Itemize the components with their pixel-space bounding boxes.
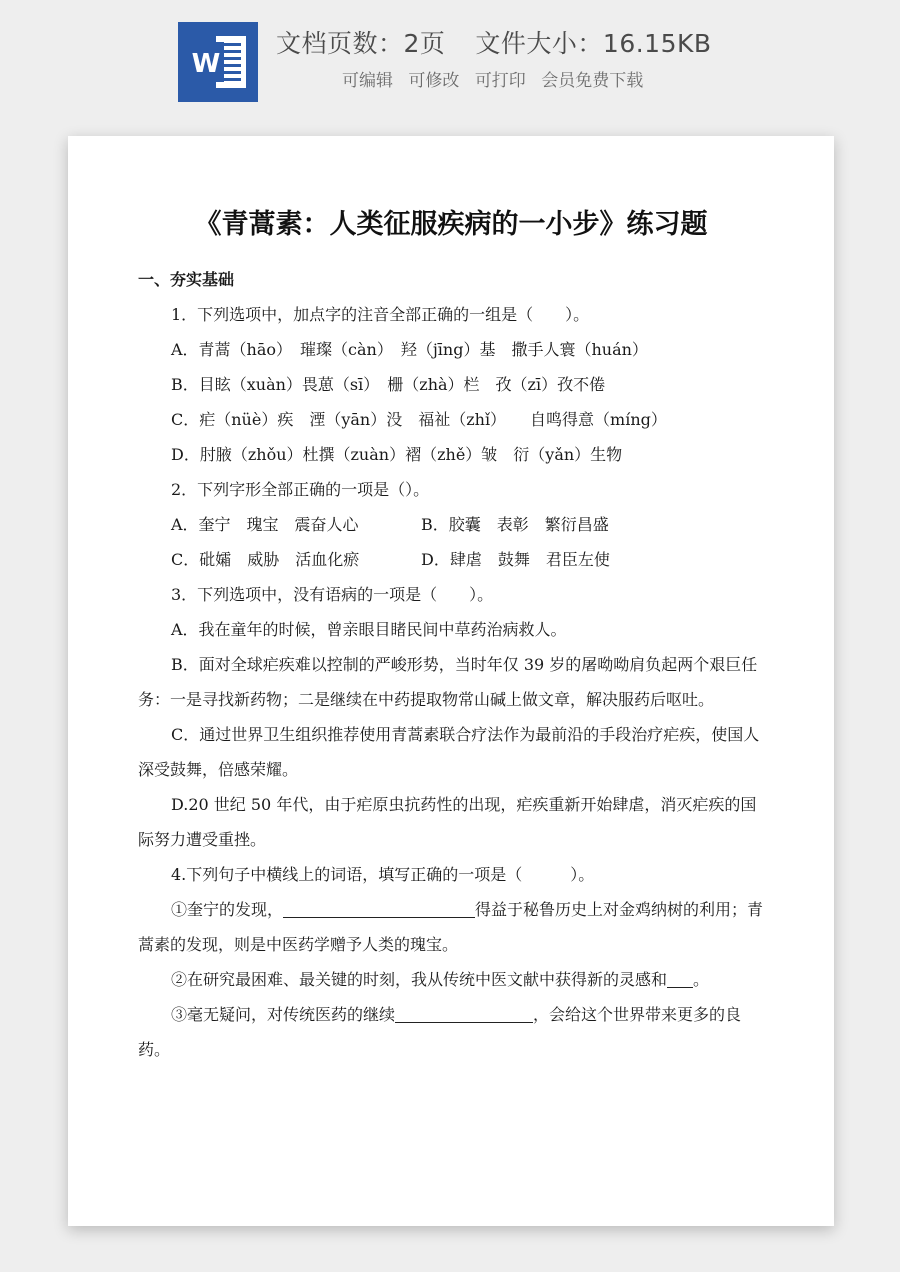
section-heading: 一、夯实基础 bbox=[138, 270, 235, 289]
question-3-option-b: B．面对全球疟疾难以控制的严峻形势，当时年仅 39 岁的屠呦呦肩负起两个艰巨任务：一是寻找新药物；二是继续在中药提取物常山碱上做文章，解决服药后呕吐。 bbox=[138, 655, 758, 709]
document-stats bbox=[276, 24, 876, 60]
question-3-option-a: A．我在童年的时候，曾亲眼目睹民间中草药治病救人。 bbox=[171, 620, 567, 639]
sentence-2-text: ②在研究最困难、最关键的时刻，我从传统中医文献中获得新的灵感和 bbox=[171, 970, 668, 989]
question-1-option-c: C．疟（nüè）疾 湮（yān）没 福祉（zhǐ） 自鸣得意（míng） bbox=[171, 410, 667, 429]
sentence-2-end: 。 bbox=[693, 970, 710, 989]
question-2-row-1 bbox=[138, 507, 766, 542]
fill-blank-3[interactable] bbox=[395, 1006, 533, 1023]
question-1-option-b: B．目眩（xuàn）畏葸（sī） 栅（zhà）栏 孜（zī）孜不倦 bbox=[171, 375, 606, 394]
svg-text:W: W bbox=[191, 49, 221, 79]
question-4-sentence-2 bbox=[138, 962, 766, 997]
fill-blank-1[interactable] bbox=[283, 901, 475, 918]
fill-blank-2[interactable] bbox=[667, 971, 693, 988]
sentence-3-end: ，会给这个世界带来更多的良药。 bbox=[138, 1005, 742, 1059]
sentence-1-end: 得益于秘鲁历史上对金鸡纳树的利用；青蒿素的发现，则是中医药学赠予人类的瑰宝。 bbox=[138, 900, 764, 954]
sentence-1-start: ①奎宁的发现， bbox=[171, 900, 284, 919]
feature-printable: 可打印 bbox=[474, 71, 526, 91]
question-2-option-a: A．奎宁 瑰宝 震奋人心 bbox=[171, 515, 359, 534]
document-info-header bbox=[0, 0, 900, 120]
sentence-3-start: ③毫无疑问，对传统医药的继续 bbox=[171, 1005, 396, 1024]
feature-member-download: 会员免费下载 bbox=[541, 71, 644, 91]
question-4-sentence-3 bbox=[138, 997, 766, 1067]
question-2-row-2 bbox=[138, 542, 766, 577]
question-3-option-d: D.20 世纪 50 年代，由于疟原虫抗药性的出现，疟疾重新开始肆虐，消灭疟疾的国际努力遭受重挫。 bbox=[138, 795, 757, 849]
question-1-stem: 1．下列选项中，加点字的注音全部正确的一组是（ ）。 bbox=[171, 305, 590, 324]
question-1-option-d: D．肘腋（zhǒu）杜撰（zuàn）褶（zhě）皱 衍（yǎn）生物 bbox=[171, 445, 623, 464]
file-size: 文件大小：16.15KB bbox=[475, 29, 712, 58]
question-2-option-d: D．肆虐 鼓舞 君臣左使 bbox=[421, 550, 610, 569]
question-4-sentence-1 bbox=[138, 892, 766, 962]
question-2-option-b: B．胶囊 表彰 繁衍昌盛 bbox=[421, 515, 609, 534]
question-2-option-c: C．砒孀 威胁 活血化瘀 bbox=[171, 550, 360, 569]
question-3-option-c: C．通过世界卫生组织推荐使用青蒿素联合疗法作为最前沿的手段治疗疟疾，使国人深受鼓舞，倍感荣耀。 bbox=[138, 725, 760, 779]
document-title: 《青蒿素：人类征服疾病的一小步》练习题 bbox=[194, 209, 708, 240]
document-body bbox=[138, 262, 766, 1067]
question-4-stem: 4.下列句子中横线上的词语，填写正确的一项是（ ）。 bbox=[171, 865, 595, 884]
question-3-stem: 3．下列选项中，没有语病的一项是（ ）。 bbox=[171, 585, 494, 604]
question-1-option-a: A．青蒿（hāo） 璀璨（càn） 羟（jīng）基 撒手人寰（huán） bbox=[171, 340, 648, 359]
word-document-icon bbox=[178, 22, 258, 102]
feature-list bbox=[342, 66, 653, 91]
feature-editable: 可编辑 bbox=[342, 71, 393, 91]
question-2-stem: 2．下列字形全部正确的一项是（）。 bbox=[171, 480, 430, 499]
document-page bbox=[68, 136, 834, 1226]
feature-modifiable: 可修改 bbox=[408, 71, 460, 91]
page-count: 文档页数：2页 bbox=[276, 29, 446, 58]
